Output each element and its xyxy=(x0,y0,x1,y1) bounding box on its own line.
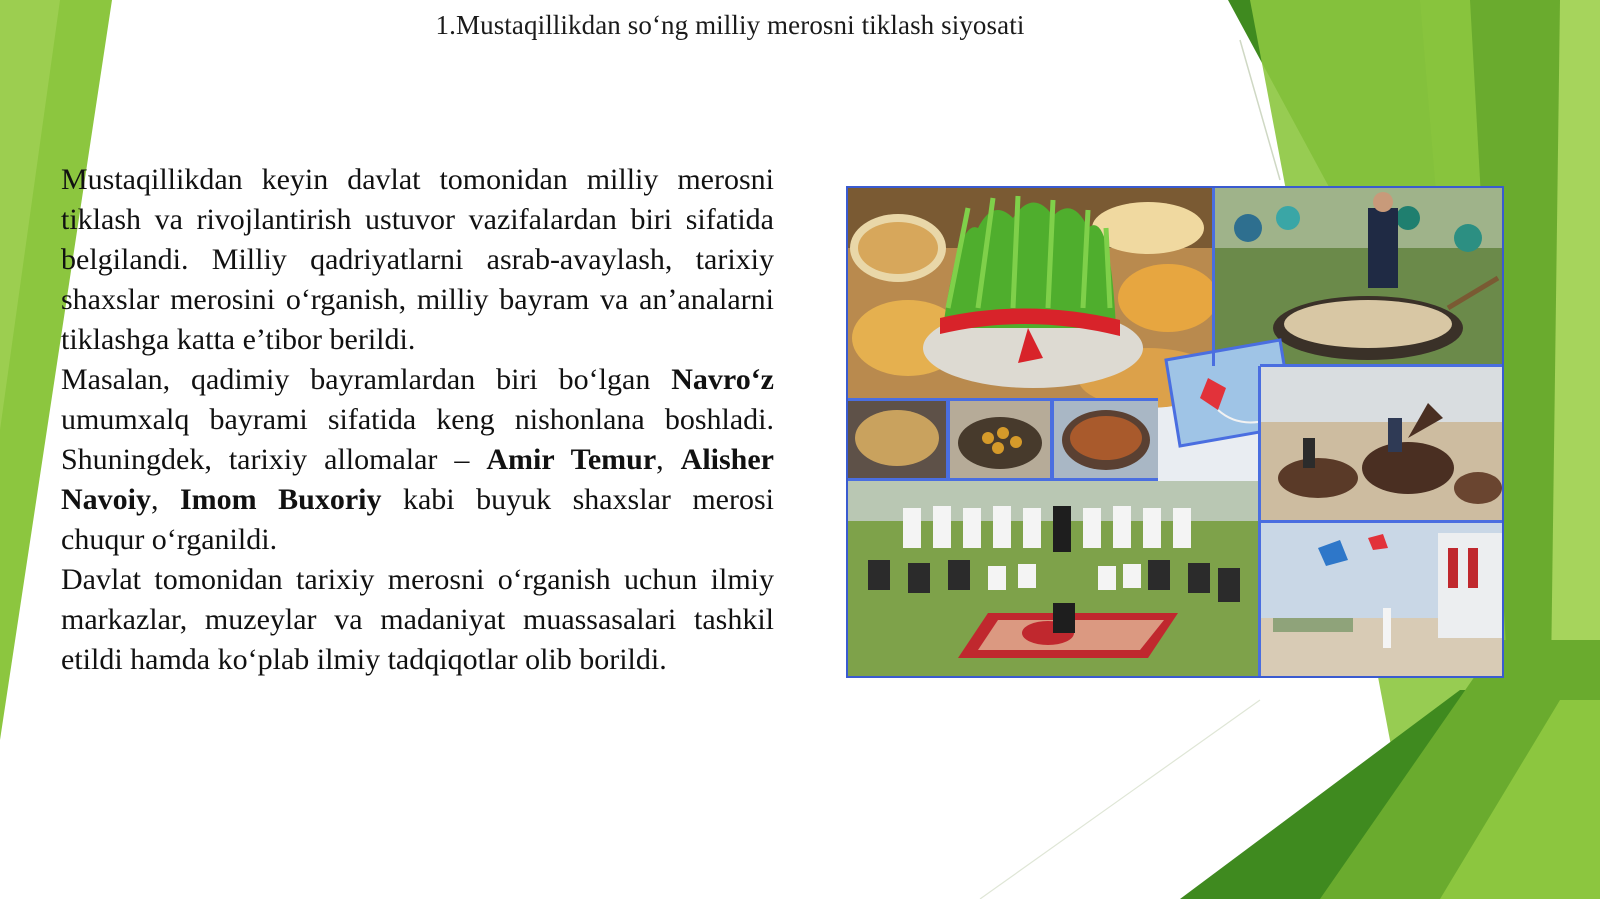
paragraph-2 xyxy=(61,360,774,560)
paragraph-1 xyxy=(61,160,774,360)
text-segment: Mustaqillikdan keyin davlat tomonidan milliy merosni tiklash va rivojlantirish ustuvor vazifalardan biri sifatida belgilandi. Milliy qadriyatlarni asrab-avaylash, tarixiy shaxslar merosini o‘rganish, milliy bayram va an’analarni tiklashga katta e’tibor berildi. xyxy=(61,163,774,356)
navruz-photo-collage xyxy=(846,186,1504,678)
text-segment: , xyxy=(656,443,681,476)
bold-term: Alisher Navoiy xyxy=(61,443,774,516)
text-segment: umumxalq bayrami sifatida keng nishonlana boshladi. Shuningdek, tarixiy allomalar – xyxy=(61,403,774,476)
text-segment: Masalan, qadimiy bayramlardan biri bo‘lgan xyxy=(61,363,672,396)
photo-festival-crowd xyxy=(1214,188,1502,366)
collage-illustration xyxy=(848,188,1502,676)
body-text xyxy=(61,160,774,680)
bold-term: Navro‘z xyxy=(671,363,774,396)
paragraph-3 xyxy=(61,560,774,680)
bold-term: Amir Temur xyxy=(486,443,657,476)
photo-group-on-grass xyxy=(848,481,1258,676)
photo-wheat-grass-table xyxy=(848,188,1218,408)
slide-title: 1.Mustaqillikdan so‘ng milliy merosni tiklash siyosati xyxy=(435,10,1025,40)
text-segment: , xyxy=(151,483,180,516)
text-segment: Davlat tomonidan tarixiy merosni o‘rganish uchun ilmiy markazlar, muzeylar va madaniyat muassasalari tashkil etildi hamda ko‘plab ilmiy tadqiqotlar olib borildi. xyxy=(61,563,774,676)
photo-horse-riders xyxy=(1258,364,1502,522)
decor-line-bottom xyxy=(980,700,1260,899)
bold-term: Imom Buxoriy xyxy=(179,483,382,516)
text-segment: kabi buyuk shaxslar merosi chuqur o‘rganildi. xyxy=(61,483,775,556)
photo-dishes xyxy=(848,398,1158,481)
photo-kites-plaza xyxy=(1258,520,1502,676)
